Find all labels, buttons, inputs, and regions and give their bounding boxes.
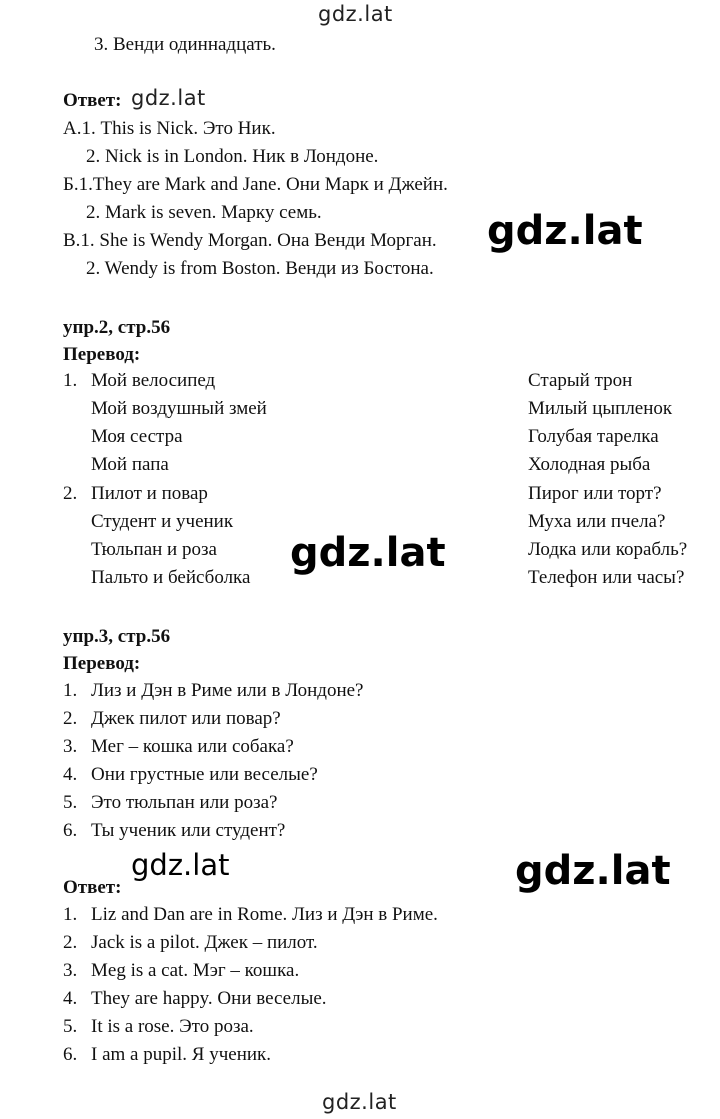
item-text: Мой велосипед xyxy=(91,370,216,391)
item-text: Мой воздушный змей xyxy=(91,398,267,419)
item-number: 3. xyxy=(63,960,78,981)
item-text: Meg is a cat. Мэг – кошка. xyxy=(91,960,300,981)
exercise-2-heading: упр.2, стр.56 xyxy=(63,317,171,338)
item-text: Мой папа xyxy=(91,454,169,475)
watermark-large-1: gdz.lat xyxy=(487,208,643,254)
item-text: Они грустные или веселые? xyxy=(91,764,318,785)
item-text: Джек пилот или повар? xyxy=(91,708,281,729)
right-column-item: Пирог или торт? xyxy=(528,483,662,504)
item-text: Тюльпан и роза xyxy=(91,539,217,560)
watermark-answer: gdz.lat xyxy=(131,86,206,110)
list-item xyxy=(63,369,215,393)
item-number: 3. xyxy=(63,736,78,757)
list-item xyxy=(63,735,294,759)
right-column-item: Милый цыпленок xyxy=(528,398,673,419)
item-number: 1. xyxy=(63,370,78,391)
item-text: Пилот и повар xyxy=(91,483,208,504)
item-number: 1. xyxy=(63,680,78,701)
list-item xyxy=(63,819,285,843)
item-number: 4. xyxy=(63,764,78,785)
item-number: 2. xyxy=(63,483,78,504)
answer-line: Б.1.They are Mark and Jane. Они Марк и Джейн. xyxy=(63,174,448,195)
item-text: It is a rose. Это роза. xyxy=(91,1016,254,1037)
list-item xyxy=(63,763,318,787)
item-number: 2. xyxy=(63,932,78,953)
item-number: 5. xyxy=(63,792,78,813)
right-column-item: Старый трон xyxy=(528,370,633,391)
item-text: Лиз и Дэн в Риме или в Лондоне? xyxy=(91,680,364,701)
list-item xyxy=(63,1015,254,1039)
list-item xyxy=(63,566,250,590)
list-item xyxy=(63,1043,271,1067)
watermark-mid: gdz.lat xyxy=(131,848,230,882)
item-text: Мег – кошка или собака? xyxy=(91,736,294,757)
previous-answer-line: 3. Венди одиннадцать. xyxy=(94,34,276,55)
item-text: Liz and Dan are in Rome. Лиз и Дэн в Риме. xyxy=(91,904,438,925)
item-text: Это тюльпан или роза? xyxy=(91,792,278,813)
answer-label: Ответ: xyxy=(63,90,122,111)
list-item xyxy=(63,510,233,534)
exercise-3-heading: упр.3, стр.56 xyxy=(63,626,171,647)
answer-line: 2. Nick is in London. Ник в Лондоне. xyxy=(86,146,379,167)
answer-line: В.1. She is Wendy Morgan. Она Венди Морган. xyxy=(63,230,437,251)
list-item xyxy=(63,707,281,731)
item-number: 1. xyxy=(63,904,78,925)
list-item xyxy=(63,679,364,703)
item-text: Студент и ученик xyxy=(91,511,234,532)
right-column-item: Лодка или корабль? xyxy=(528,539,688,560)
item-number: 5. xyxy=(63,1016,78,1037)
list-item xyxy=(63,791,277,815)
list-item xyxy=(63,397,267,421)
item-text: They are happy. Они веселые. xyxy=(91,988,327,1009)
answer-line: А.1. This is Nick. Это Ник. xyxy=(63,118,276,139)
watermark-bottom: gdz.lat xyxy=(322,1090,397,1114)
list-item xyxy=(63,931,318,955)
watermark-large-3: gdz.lat xyxy=(515,848,671,894)
list-item xyxy=(63,425,183,449)
item-text: I am a pupil. Я ученик. xyxy=(91,1044,272,1065)
answer-line: 2. Wendy is from Boston. Венди из Бостона. xyxy=(86,258,434,279)
list-item xyxy=(63,959,299,983)
right-column-item: Холодная рыба xyxy=(528,454,651,475)
right-column-item: Муха или пчела? xyxy=(528,511,666,532)
list-item xyxy=(63,903,438,927)
right-column-item: Голубая тарелка xyxy=(528,426,659,447)
item-number: 6. xyxy=(63,1044,78,1065)
item-text: Jack is a pilot. Джек – пилот. xyxy=(91,932,318,953)
answer-line: 2. Mark is seven. Марку семь. xyxy=(86,202,322,223)
item-text: Пальто и бейсболка xyxy=(91,567,251,588)
item-number: 2. xyxy=(63,708,78,729)
answer-label: Ответ: xyxy=(63,877,122,898)
watermark-large-2: gdz.lat xyxy=(290,530,446,576)
item-number: 4. xyxy=(63,988,78,1009)
exercise-2-subheading: Перевод: xyxy=(63,344,141,365)
item-text: Моя сестра xyxy=(91,426,183,447)
right-column-item: Телефон или часы? xyxy=(528,567,685,588)
item-number: 6. xyxy=(63,820,78,841)
item-text: Ты ученик или студент? xyxy=(91,820,286,841)
list-item xyxy=(63,453,169,477)
list-item xyxy=(63,538,217,562)
watermark-top: gdz.lat xyxy=(318,2,393,26)
list-item xyxy=(63,482,208,506)
exercise-3-subheading: Перевод: xyxy=(63,653,141,674)
list-item xyxy=(63,987,327,1011)
